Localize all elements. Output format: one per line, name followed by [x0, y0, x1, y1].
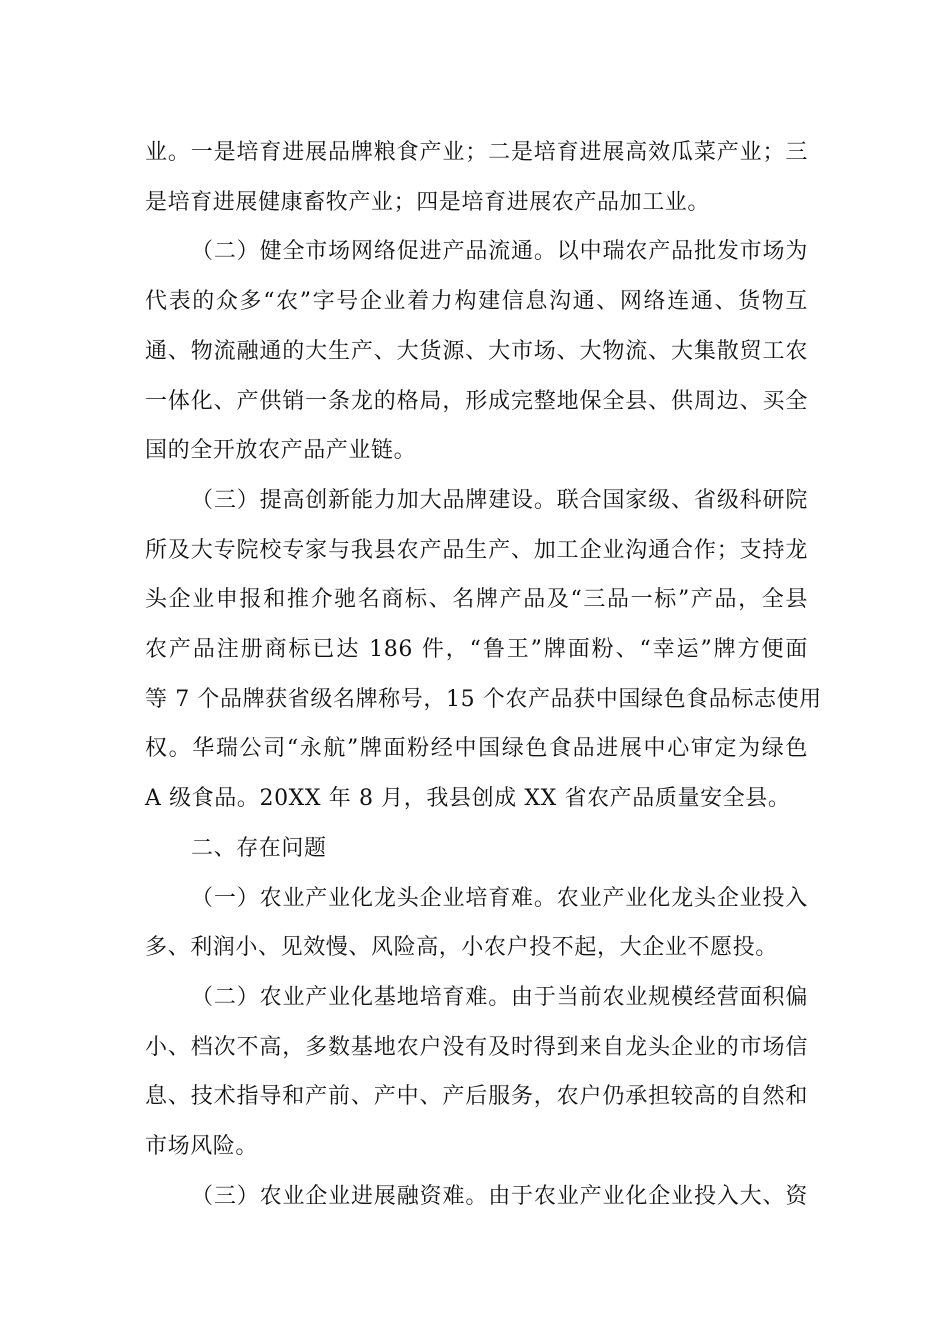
paragraph-leading-enterprise: [145, 874, 808, 973]
text-line: 市场风险。: [145, 1134, 259, 1160]
paragraph-base-cultivation: [145, 973, 808, 1172]
text-line: 一体化、产供销一条龙的格局，形成完整地保全县、供周边、买全: [145, 388, 808, 414]
text-line: 业。一是培育进展品牌粮食产业；二是培育进展高效瓜菜产业；三: [145, 140, 808, 165]
paragraph-market-network: [145, 227, 808, 476]
text-line: （一）农业产业化龙头企业培育难。农业产业化龙头企业投入: [191, 885, 808, 911]
paragraph-financing: [145, 1172, 808, 1222]
text-line: 小、档次不高，多数基地农户没有及时得到来自龙头企业的市场信: [145, 1034, 808, 1060]
text-line: （二）健全市场网络促进产品流通。以中瑞农产品批发市场为: [191, 239, 808, 265]
paragraph-brand-building: [145, 476, 822, 824]
text-line: 等 7 个品牌获省级名牌称号，15 个农产品获中国绿色食品标志使用: [145, 686, 822, 712]
text-line: 是培育进展健康畜牧产业；四是培育进展农产品加工业。: [145, 189, 711, 215]
text-line: 权。华瑞公司“永航”牌面粉经中国绿色食品进展中心审定为绿色: [145, 736, 808, 762]
paragraph-product-industries: [145, 128, 808, 227]
text-line: 代表的众多“农”字号企业着力构建信息沟通、网络连通、货物互: [145, 289, 808, 315]
text-line: 国的全开放农产品产业链。: [145, 438, 417, 464]
text-line: A 级食品。20XX 年 8 月，我县创成 XX 省农产品质量安全县。: [145, 786, 791, 812]
section-heading-existing-problems: [145, 824, 808, 874]
text-line: 多、利润小、见效慢、风险高，小农户投不起，大企业不愿投。: [145, 935, 778, 961]
text-line: 头企业申报和推介驰名商标、名牌产品及“三品一标”产品，全县: [145, 587, 808, 613]
text-line: （三）农业企业进展融资难。由于农业产业化企业投入大、资: [191, 1183, 808, 1209]
text-line: 农产品注册商标已达 186 件，“鲁王”牌面粉、“幸运”牌方便面: [145, 637, 808, 663]
text-line: （三）提高创新能力加大品牌建设。联合国家级、省级科研院: [191, 487, 808, 513]
text-line: 息、技术指导和产前、产中、产后服务，农户仍承担较高的自然和: [145, 1084, 808, 1110]
text-line: 通、物流融通的大生产、大货源、大市场、大物流、大集散贸工农: [145, 338, 808, 364]
section-heading: 二、存在问题: [191, 835, 327, 861]
document-body: [145, 128, 822, 1221]
text-line: 所及大专院校专家与我县农产品生产、加工企业沟通合作；支持龙: [145, 537, 808, 563]
text-line: （二）农业产业化基地培育难。由于当前农业规模经营面积偏: [191, 984, 808, 1010]
